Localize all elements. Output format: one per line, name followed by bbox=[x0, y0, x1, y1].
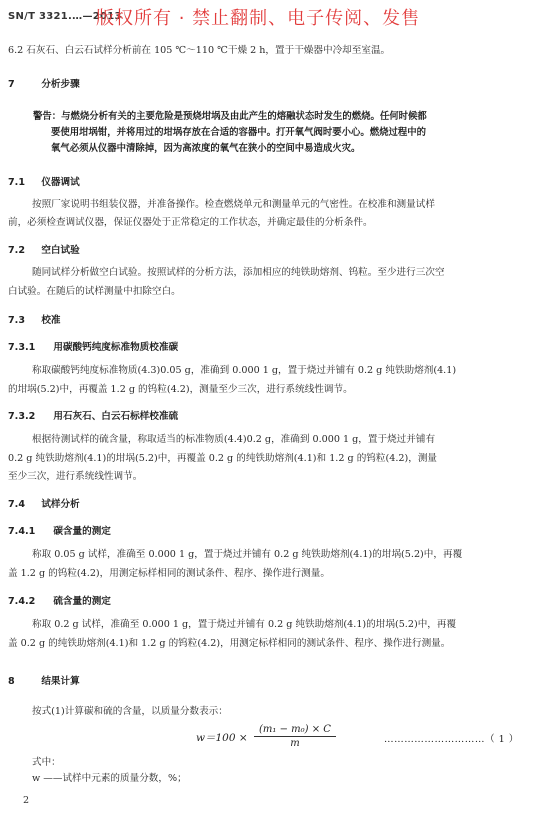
heading-number: 7.4.1 bbox=[8, 526, 36, 537]
heading-title: 仪器调试 bbox=[41, 177, 80, 188]
paragraph-line: 随同试样分析做空白试验。按照试样的分析方法，添加相应的纯铁助熔剂、钨粒。至少进行三次空 bbox=[32, 267, 445, 278]
heading-number: 7 bbox=[8, 79, 15, 90]
paragraph-line: 的坩埚(5.2)中，再覆盖 1.2 g 的钨粒(4.2)，测量至少三次，进行系统线性调节。 bbox=[8, 384, 353, 395]
warning-line-1: 警告：与燃烧分析有关的主要危险是预烧坩埚及由此产生的熔融状态时发生的燃烧。任何时候都 bbox=[33, 111, 427, 122]
paragraph-line: 至少三次，进行系统线性调节。 bbox=[8, 471, 143, 482]
warning-line-3: 氧气必须从仪器中清除掉，因为高浓度的氧气在狭小的空间中易造成火灾。 bbox=[51, 143, 361, 154]
paragraph-line: 前，必须检查调试仪器，保证仪器处于正常稳定的工作状态，并确定最佳的分析条件。 bbox=[8, 217, 373, 228]
heading-number: 7.4.2 bbox=[8, 596, 36, 607]
heading-number: 7.1 bbox=[8, 177, 25, 188]
paragraph-line: 0.2 g 纯铁助熔剂(4.1)的坩埚(5.2)中，再覆盖 0.2 g 的纯铁助熔剂(4.1)和 1.2 g 的钨粒(4.2)，测量 bbox=[8, 453, 438, 464]
clause-6-2: 6.2 石灰石、白云石试样分析前在 105 ℃～110 ℃干燥 2 h，置于干燥器中冷却至室温。 bbox=[8, 45, 391, 56]
fraction-numerator: (m₁ − m₀) × C bbox=[259, 724, 331, 735]
heading-number: 7.3.2 bbox=[8, 411, 36, 422]
heading-title: 碳含量的测定 bbox=[53, 526, 111, 537]
paragraph-line: 根据待测试样的硫含量，称取适当的标准物质(4.4)0.2 g，准确到 0.000 1 g，置于烧过并铺有 bbox=[32, 434, 436, 445]
heading-number: 7.3.1 bbox=[8, 342, 36, 353]
paragraph-line: 按照厂家说明书组装仪器，并准备操作。检查燃烧单元和测量单元的气密性。在校准和测量试样 bbox=[32, 199, 435, 210]
equation-number: …………………………（ 1 ） bbox=[384, 734, 519, 745]
heading-title: 试样分析 bbox=[41, 499, 80, 510]
heading-number: 7.2 bbox=[8, 245, 25, 256]
heading-7-4-1 bbox=[8, 523, 111, 537]
paragraph-line: 白试验。在随后的试样测量中扣除空白。 bbox=[8, 286, 181, 297]
heading-title: 分析步骤 bbox=[41, 79, 80, 90]
heading-7-1 bbox=[8, 174, 80, 188]
heading-7 bbox=[8, 76, 80, 90]
paragraph-line: 称取碳酸钙纯度标准物质(4.3)0.05 g，准确到 0.000 1 g，置于烧过并铺有 0.2 g 纯铁助熔剂(4.1) bbox=[32, 365, 457, 376]
copyright-watermark: 版权所有 · 禁止翻制、电子传阅、发售 bbox=[96, 8, 421, 29]
paragraph-line: 按式(1)计算碳和硫的含量，以质量分数表示： bbox=[32, 706, 228, 717]
paragraph-line: 盖 1.2 g 的钨粒(4.2)，用测定标样相同的测试条件、程序、操作进行测量。 bbox=[8, 568, 330, 579]
warning-line-2: 要使用坩埚钳，并将用过的坩埚存放在合适的容器中。打开氧气阀时要小心。燃烧过程中的 bbox=[51, 127, 427, 138]
heading-7-4 bbox=[8, 496, 80, 510]
equation-fraction bbox=[254, 724, 336, 749]
paragraph-line: 称取 0.05 g 试样，准确至 0.000 1 g，置于烧过并铺有 0.2 g 纯铁助熔剂(4.1)的坩埚(5.2)中，再覆 bbox=[32, 549, 463, 560]
paragraph-line: 称取 0.2 g 试样，准确至 0.000 1 g，置于烧过并铺有 0.2 g 纯铁助熔剂(4.1)的坩埚(5.2)中，再覆 bbox=[32, 619, 457, 630]
heading-title: 结果计算 bbox=[41, 676, 80, 687]
where-label: 式中： bbox=[32, 757, 61, 768]
fraction-bar bbox=[254, 736, 336, 737]
heading-title: 用碳酸钙纯度标准物质校准碳 bbox=[53, 342, 179, 353]
heading-7-2 bbox=[8, 242, 80, 256]
heading-title: 空白试验 bbox=[41, 245, 80, 256]
heading-title: 校准 bbox=[41, 315, 61, 326]
standard-code: SN/T 3321.…—2013 bbox=[8, 11, 122, 22]
heading-title: 用石灰石、白云石标样校准硫 bbox=[53, 411, 179, 422]
heading-number: 8 bbox=[8, 676, 15, 687]
heading-7-4-2 bbox=[8, 593, 111, 607]
equation-lhs: w＝100 × bbox=[196, 732, 248, 744]
fraction-denominator: m bbox=[290, 738, 300, 749]
paragraph-line: 盖 0.2 g 的纯铁助熔剂(4.1)和 1.2 g 的钨粒(4.2)，用测定标样相同的测试条件、程序、操作进行测量。 bbox=[8, 638, 451, 649]
variable-definition: w ——试样中元素的质量分数，%； bbox=[32, 773, 187, 784]
heading-number: 7.4 bbox=[8, 499, 25, 510]
page-number: 2 bbox=[23, 795, 30, 806]
heading-number: 7.3 bbox=[8, 315, 25, 326]
heading-7-3 bbox=[8, 312, 61, 326]
heading-7-3-1 bbox=[8, 339, 178, 353]
heading-title: 硫含量的测定 bbox=[53, 596, 111, 607]
heading-7-3-2 bbox=[8, 408, 178, 422]
heading-8 bbox=[8, 673, 80, 687]
page-header bbox=[8, 8, 528, 30]
